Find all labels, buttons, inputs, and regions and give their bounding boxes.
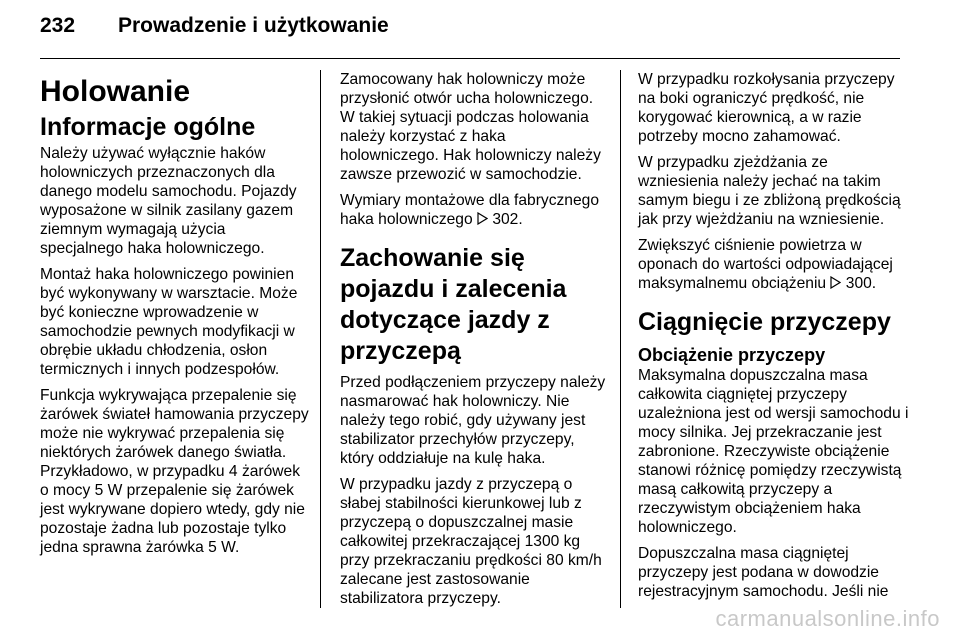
page-reference-link[interactable] — [477, 211, 523, 228]
paragraph: W przypadku zjeżdżania ze wzniesienia należy jechać na takim samym biegu i ze zbliżoną prędkością jak przy wjeżdżaniu na wzniesienie. — [638, 154, 901, 228]
arrow-reference-icon — [477, 212, 488, 225]
arrow-reference-icon — [830, 276, 841, 289]
page-reference-number: 302. — [492, 211, 523, 228]
subsection-title-informacje: Informacje ogólne — [40, 113, 256, 141]
column-divider — [620, 70, 621, 608]
column-2 — [340, 70, 606, 615]
section-title-holowanie: Holowanie — [40, 75, 191, 108]
header-rule — [40, 58, 900, 59]
paragraph: W przypadku rozkołysania przyczepy na boki ograniczyć prędkość, nie korygować kierownicą, a w razie potrzeby mocno zahamować. — [638, 71, 895, 145]
page-reference-link[interactable] — [830, 275, 876, 292]
subsection-title-ciagniecie: Ciągnięcie przyczepy — [638, 308, 891, 336]
page-reference-number: 300. — [845, 275, 877, 292]
paragraph-with-xref — [340, 191, 606, 229]
paragraph: Przed podłączeniem przyczepy należy nasmarować hak holowniczy. Nie należy tego robić, gdy używany jest stabilizator przechyłów przyczepy, który oddziałuje na kulę haka. — [340, 374, 606, 467]
paragraph-with-xref — [638, 236, 910, 293]
subsection-title-zachowanie: Zachowanie się pojazdu i zalecenia dotyczące jazdy z przyczepą — [340, 244, 567, 365]
column-1 — [40, 70, 312, 564]
paragraph: Montaż haka holowniczego powinien być wykonywany w warsztacie. Może być konieczne wprowadzenie w samochodzie pewnych modyfikacji w obrębie układu chłodzenia, osłon termicznych i innych podzespołów. — [40, 266, 298, 378]
paragraph-text: Wymiary montażowe dla fabrycznego haka holowniczego — [340, 192, 599, 228]
column-divider — [320, 70, 321, 608]
running-title: Prowadzenie i użytkowanie — [118, 14, 389, 37]
page-number: 232 — [40, 14, 76, 37]
paragraph: Zamocowany hak holowniczy może przysłonić otwór ucha holowniczego. W takiej sytuacji podczas holowania należy korzystać z haka holowniczego. Hak holowniczy należy zawsze przewozić w samochodzie. — [340, 71, 601, 183]
paragraph: Dopuszczalna masa ciągniętej przyczepy jest podana w dowodzie rejestracyjnym samochodu. Jeśli nie — [638, 545, 889, 600]
paragraph: Należy używać wyłącznie haków holowniczych przeznaczonych dla danego modelu samochodu. Pojazdy wyposażone w silnik zasilany gazem ziemnym wymagają użycia specjalnego haka holowniczego. — [40, 145, 297, 257]
paragraph-text: Zwiększyć ciśnienie powietrza w oponach do wartości odpowiadającej maksymalnemu obciążeniu — [638, 237, 893, 292]
watermark: carmanualsonline.info — [715, 606, 940, 631]
paragraph: Maksymalna dopuszczalna masa całkowita ciągniętej przyczepy uzależniona jest od wersji samochodu i mocy silnika. Jej przekraczanie jest zabronione. Rzeczywiste obciążenie stanowi różnicę pomiędzy rzeczywistą masą całkowitą przyczepy a rzeczywistym obciążeniem haka holowniczego. — [638, 367, 909, 536]
subsubsection-title-obciazenie: Obciążenie przyczepy — [638, 345, 826, 365]
column-3 — [638, 70, 910, 608]
page-header — [40, 14, 389, 38]
paragraph: W przypadku jazdy z przyczepą o słabej stabilności kierunkowej lub z przyczepą o dopuszczalnej masie całkowitej przekraczającej 1300 kg przy przekraczaniu prędkości 80 km/h zalecane jest zastosowanie stabilizatora przyczepy. — [340, 476, 602, 607]
paragraph: Funkcja wykrywająca przepalenie się żarówek świateł hamowania przyczepy może nie wykrywać przepalenia się niektórych żarówek danego światła. Przykładowo, w przypadku 4 żarówek o mocy 5 W przepalenie się żarówek jest wykrywane dopiero wtedy, gdy nie pozostaje żadna lub pozostaje tylko jedna sprawna żarówka 5 W. — [40, 387, 309, 556]
